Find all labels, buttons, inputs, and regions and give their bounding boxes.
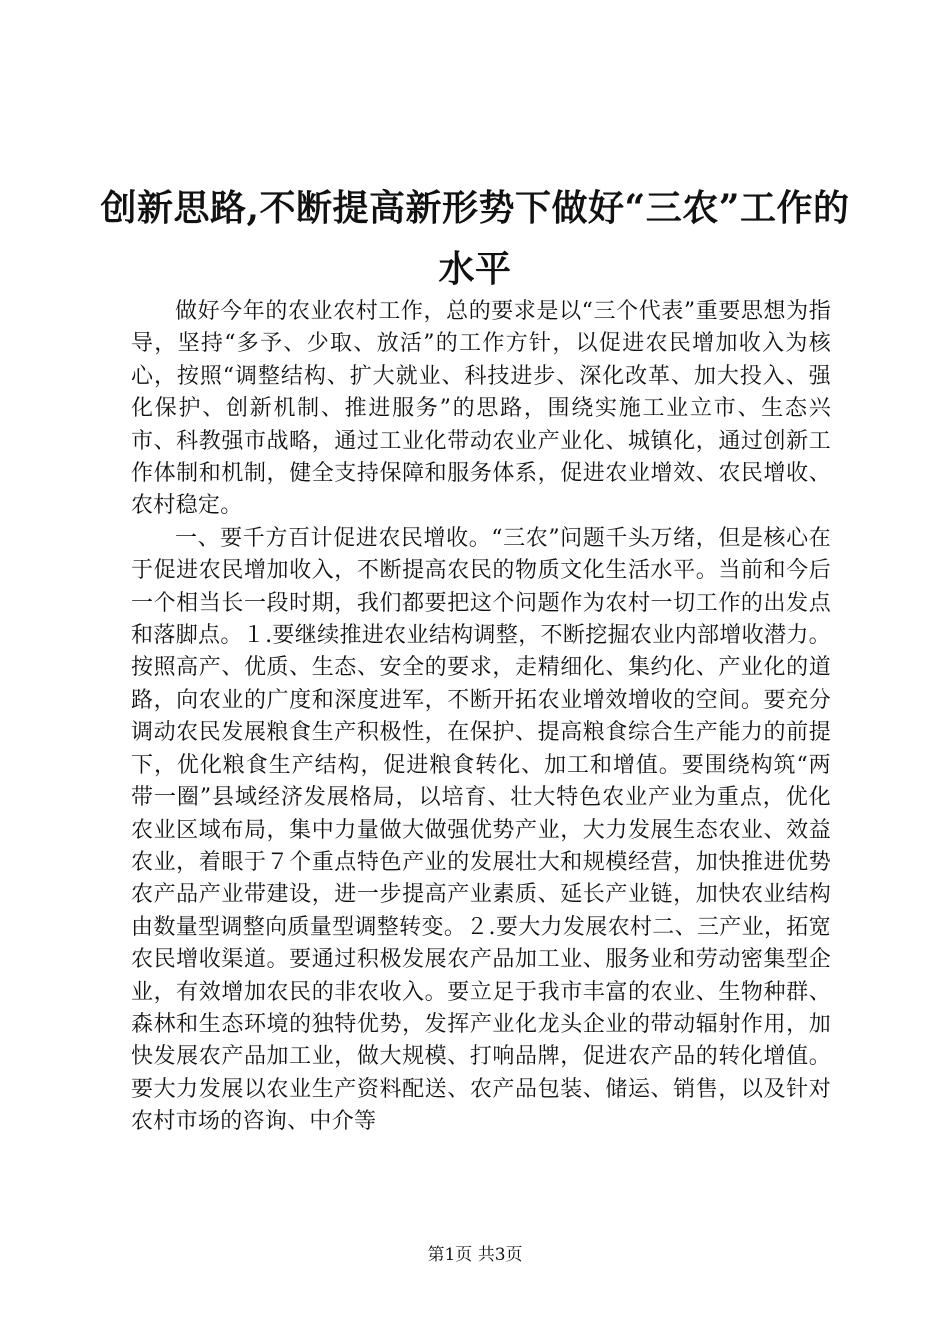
document-body (131, 296, 831, 1139)
paragraph-section-one: 一、要千方百计促进农民增收。“三农”问题千头万绪，但是核心在于促进农民增加收入，不断提高农民的物质文化生活水平。当前和今后一个相当长一段时期，我们都要把这个问题作为农村一切工作的出发点和落脚点。１.要继续推进农业结构调整，不断挖掘农业内部增收潜力。按照高产、优质、生态、安全的要求，走精细化、集约化、产业化的道路，向农业的广度和深度进军，不断开拓农业增效增收的空间。要充分调动农民发展粮食生产积极性，在保护、提高粮食综合生产能力的前提下，优化粮食生产结构，促进粮食转化、加工和增值。要围绕构筑“两带一圈”县域经济发展格局，以培育、壮大特色农业产业为重点，优化农业区域布局，集中力量做大做强优势产业，大力发展生态农业、效益农业，着眼于７个重点特色产业的发展壮大和规模经营，加快推进优势农产品产业带建设，进一步提高产业素质、延长产业链，加快农业结构由数量型调整向质量型调整转变。２.要大力发展农村二、三产业，拓宽农民增收渠道。要通过积极发展农产品加工业、服务业和劳动密集型企业，有效增加农民的非农收入。要立足于我市丰富的农业、生物种群、森林和生态环境的独特优势，发挥产业化龙头企业的带动辐射作用，加快发展农产品加工业，做大规模、打响品牌，促进农产品的转化增值。要大力发展以农业生产资料配送、农产品包装、储运、销售，以及针对农村市场的咨询、中介等 (131, 525, 831, 1135)
page-footer: 第1页 共3页 (427, 1245, 523, 1265)
paragraph-intro: 做好今年的农业农村工作，总的要求是以“三个代表”重要思想为指导，坚持“多予、少取、放活”的工作方针，以促进农民增加收入为核心，按照“调整结构、扩大就业、科技进步、深化改革、加大投入、强化保护、创新机制、推进服务”的思路，围绕实施工业立市、生态兴市、科教强市战略，通过工业化带动农业产业化、城镇化，通过创新工作体制和机制，健全支持保障和服务体系，促进农业增效、农民增收、农村稳定。 (131, 299, 831, 519)
document-title: 创新思路,不断提高新形势下做好“三农”工作的水平 (100, 187, 850, 290)
